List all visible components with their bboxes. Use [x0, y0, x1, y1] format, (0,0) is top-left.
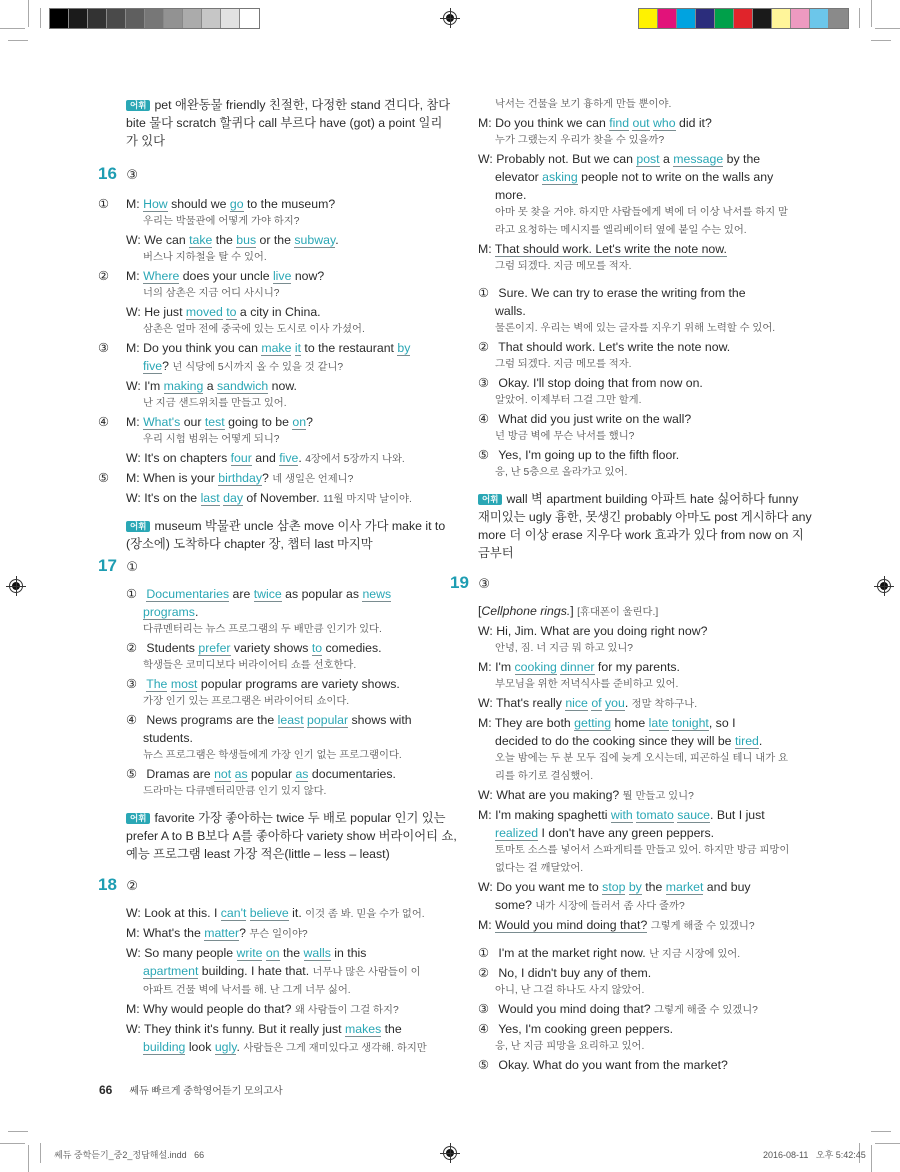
crop-mark: [871, 1131, 891, 1132]
crop-mark: [871, 40, 891, 41]
page-number: 66: [99, 1083, 113, 1097]
answer-mark: ①: [126, 559, 138, 574]
question-16: 16 ③ ① M: How should we go to the museum? 우리는 박물관에 어떻게 가야 하지? W: We can take the bus or the subway. 버스나 지하철을 탈 수 있어. ② M: Where does your uncle live now? 너의 삼촌은 지금 어디 사시니? W: He just moved to a city in China. 삼촌은 얼마 전에 중국에 있는 도시로 이사 가셨어. ③ M: Do you think you can make it to the restaurant by five? 넌 식당에 5시까지 올 수 있을 것 같니? W: I'm making a sandwich now. 난 지금 샌드위치를 만들고 있어. ④ M: What's our test going to be on? 우리 시험 범위는 어떻게 되니? W: It's on chapters four and five. 4장에서 5장까지 나와. ⑤ M: When is your birthday? 네 생일은 언제니? W: It's on the last day of November. 11월 마지막 날이야. 어휘 museum 박물관 uncle 삼촌 move 이사 가다 make it to (장소에) 도착하다 chapter 장, 챕터 last 마지막: [98, 164, 446, 551]
vocab-box-17: 어휘 favorite 가장 좋아하는 twice 두 배로 popular 인기 있는 prefer A to B B보다 A를 좋아하다 variety show 버라이어티 쇼, 예능 프로그램 least 가장 적은(little – less – least): [126, 811, 457, 861]
question-18: 18 ② W: Look at this. I can't believe it. 이것 좀 봐. 믿을 수가 없어. M: What's the matter? 무슨 일이야? W: So many people write on the walls in this apartment building. I hate that. 너무나 많은 사람들이 이 아파트 건물 벽에 낙서를 해. 난 그게 너무 싫어. M: Why would people do that? 왜 사람들이 그걸 하지? W: They think it's funny. But it really just makes the building look ugly. 사람들은 그게 재미있다고 생각해. 하지만: [98, 875, 427, 1054]
vocab-box-18: 어휘 wall 벽 apartment building 아파트 hate 싫어하다 funny 재미있는 ugly 흉한, 못생긴 probably 아마도 post 게시하다 any more 더 이상 erase 지우다 work 효과가 있다 from now on 지 금부터: [478, 492, 812, 560]
answer-mark: ②: [126, 878, 138, 893]
registration-mark-icon: [443, 11, 457, 25]
registration-mark-icon: [443, 1146, 457, 1160]
book-title: 쎄듀 빠르게 중학영어듣기 모의고사: [129, 1086, 283, 1097]
crop-mark: [871, 1145, 872, 1172]
crop-mark: [8, 1131, 28, 1132]
crop-mark: [8, 40, 28, 41]
q18-options: ① Sure. We can try to erase the writing from the walls. 물론이지. 우리는 벽에 있는 글자를 지우기 위해 노력할 수 있어. ② That should work. Let's write the note now. 그럼 되겠다. 지금 메모를 적자. ③ Okay. I'll stop doing that from now on. 알았어. 이제부터 그걸 그만 할게. ④ What did you just write on the wall? 넌 방금 벽에 무슨 낙서를 했니? ⑤ Yes, I'm going up to the fifth floor. 응, 난 5층으로 올라가고 있어.: [478, 286, 776, 478]
crop-mark: [40, 1143, 41, 1163]
registration-mark-icon: [877, 579, 891, 593]
slug-timestamp: 2016-08-11 오후 5:42:45: [763, 1150, 866, 1160]
question-number: 16: [98, 164, 117, 183]
crop-mark: [0, 1143, 25, 1144]
question-19: 19 ③ [Cellphone rings.] [휴대폰이 울린다.] W: Hi, Jim. What are you doing right now? 안녕, 짐. 너 지금 뭐 하고 있니? M: I'm cooking dinner for my parents. 부모님을 위한 저녁식사를 준비하고 있어. W: That's really nice of you. 정말 착하구나. M: They are both getting home late tonight, so I decided to do the cooking since they will be tired. 오늘 밤에는 두 분 모두 집에 늦게 오시는데, 피곤하실 테니 내가 요 리를 하기로 결심했어. W: What are you making? 뭘 만들고 있니? M: I'm making spaghetti with tomato sauce. But I just realized I don't have any green peppers. 토마토 소스를 넣어서 스파게티를 만들고 있어. 하지만 방금 피망이 없다는 걸 깨달았어. W: Do you want me to stop by the market and buy some? 내가 시장에 들러서 좀 사다 줄까? M: Would you mind doing that? 그렇게 해줄 수 있겠니? ① I'm at the market right now. 난 지금 시장에 있어. ② No, I didn't buy any of them. 아니, 난 그걸 하나도 사지 않았어. ③ Would you mind doing that? 그렇게 해줄 수 있겠니? ④ Yes, I'm cooking green peppers. 응, 난 지금 피망을 요리하고 있어. ⑤ Okay. What do you want from the market?: [450, 574, 810, 1074]
grayscale-color-bar: [49, 8, 260, 29]
crop-mark: [28, 0, 29, 27]
vocab-box-16: 어휘 museum 박물관 uncle 삼촌 move 이사 가다 make it to (장소에) 도착하다 chapter 장, 챕터 last 마지막: [126, 519, 446, 551]
registration-mark-icon: [9, 579, 23, 593]
vocab-badge: 어휘: [126, 100, 150, 111]
crop-mark: [40, 8, 41, 28]
vocab-box-15: 어휘 pet 애완동물 friendly 친절한, 다정한 stand 견디다, 참다 bite 물다 scratch 할퀴다 call 부르다 have (got) a point 일리 가 있다: [126, 98, 451, 148]
crop-mark: [859, 8, 860, 28]
question-number: 17: [98, 556, 117, 575]
crop-mark: [28, 1145, 29, 1172]
q19-options: ① I'm at the market right now. 난 지금 시장에 있어. ② No, I didn't buy any of them. 아니, 난 그걸 하나도 사지 않았어. ③ Would you mind doing that? 그렇게 해줄 수 있겠니? ④ Yes, I'm cooking green peppers. 응, 난 지금 피망을 요리하고 있어. ⑤ Okay. What do you want from the market?: [478, 946, 758, 1072]
answer-mark: ③: [478, 576, 490, 591]
question-17: 17 ① ① Documentaries are twice as popular as news programs. 다큐멘터리는 뉴스 프로그램의 두 배만큼 인기가 있다. ② Students prefer variety shows to comedies. 학생들은 코미디보다 버라이어티 쇼를 선호한다. ③ The most popular programs are variety shows. 가장 인기 있는 프로그램은 버라이어티 쇼이다. ④ News programs are the least popular shows with students. 뉴스 프로그램은 학생들에게 가장 인기 없는 프로그램이다. ⑤ Dramas are not as popular as documentaries. 드라마는 다큐멘터리만큼 인기 있지 않다. 어휘 favorite 가장 좋아하는 twice 두 배로 popular 인기 있는 prefer A to B B보다 A를 좋아하다 variety show 버라이어티 쇼, 예능 프로그램 least 가장 적은(little – less – least): [98, 556, 457, 861]
crop-mark: [875, 28, 900, 29]
question-number: 18: [98, 875, 117, 894]
left-column: [126, 96, 451, 150]
crop-mark: [875, 1143, 900, 1144]
answer-mark: ③: [126, 167, 138, 182]
cmyk-color-bar: [638, 8, 849, 29]
question-18-continued: 낙서는 건물을 보기 흉하게 만들 뿐이야. M: Do you think we can find out who did it? 누가 그랬는지 우리가 찾을 수 있을까? W: Probably not. But we can post a message by the elevator asking people not to write on the walls any more. 아마 못 찾을 거야. 하지만 사람들에게 벽에 더 이상 낙서를 하지 말 라고 요청하는 메시지를 엘리베이터 옆에 붙일 수는 있어. M: That should work. Let's write the note now. 그럼 되겠다. 지금 메모를 적자. ① Sure. We can try to erase the writing from the walls. 물론이지. 우리는 벽에 있는 글자를 지우기 위해 노력할 수 있어. ② That should work. Let's write the note now. 그럼 되겠다. 지금 메모를 적자. ③ Okay. I'll stop doing that from now on. 알았어. 이제부터 그걸 그만 할게. ④ What did you just write on the wall? 넌 방금 벽에 무슨 낙서를 했니? ⑤ Yes, I'm going up to the fifth floor. 응, 난 5층으로 올라가고 있어. 어휘 wall 벽 apartment building 아파트 hate 싫어하다 funny 재미있는 ugly 흉한, 못생긴 probably 아마도 post 게시하다 any more 더 이상 erase 지우다 work 효과가 있다 from now on 지 금부터: [478, 99, 812, 560]
slug-filename: 쎄듀 중학듣기_중2_정답해설.indd 66: [54, 1150, 205, 1160]
question-number: 19: [450, 573, 469, 592]
page-footer: [99, 1082, 283, 1097]
crop-mark: [0, 28, 25, 29]
crop-mark: [871, 0, 872, 27]
